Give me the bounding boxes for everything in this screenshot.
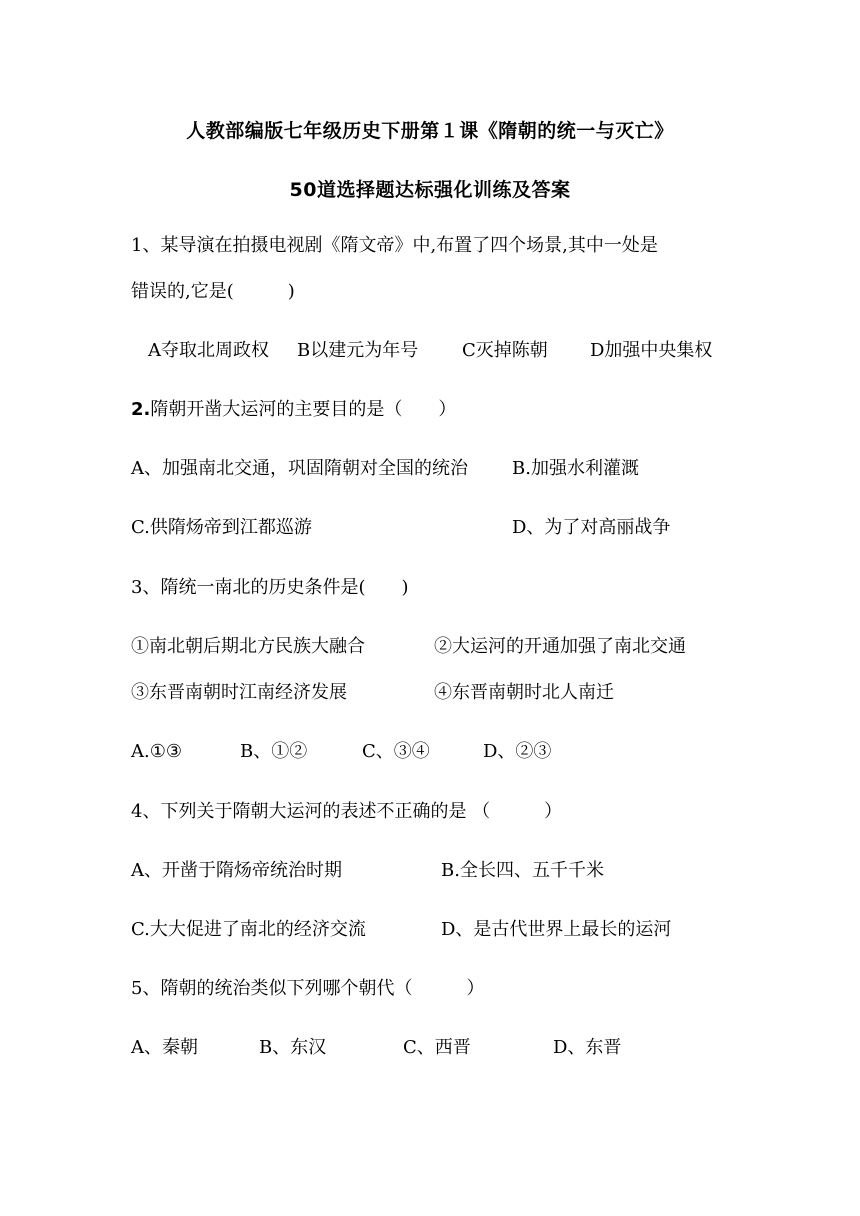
question-1-option-b: B以建元为年号 [297,340,419,361]
question-2-number: 2. [131,399,151,420]
question-3-option-a: A.①③ [131,741,182,762]
question-1-option-a: A夺取北周政权 [148,340,269,361]
question-4-stem: 4、下列关于隋朝大运河的表述不正确的是 （ ） [131,801,563,822]
question-5-option-c: C、西晋 [403,1037,471,1058]
document-subtitle: 50道选择题达标强化训练及答案 [289,179,571,201]
question-2-option-b: B.加强水利灌溉 [512,458,639,479]
question-3-statement-4: ④东晋南朝时北人南迁 [434,682,614,703]
question-3-option-b: B、①② [240,741,308,762]
question-4-option-b: B.全长四、五千千米 [441,860,604,881]
question-3-statement-3: ③东晋南朝时江南经济发展 [131,682,347,703]
question-4-option-d: D、是古代世界上最长的运河 [441,919,672,940]
question-3-option-d: D、②③ [483,741,552,762]
question-1-stem-line-1: 1、某导演在拍摄电视剧《隋文帝》中,布置了四个场景,其中一处是 [131,235,658,256]
question-5-option-a: A、秦朝 [131,1037,198,1058]
question-5-option-d: D、东晋 [553,1037,622,1058]
question-2-stem-line [131,398,456,422]
question-3-statement-1: ①南北朝后期北方民族大融合 [131,636,365,657]
document-title: 人教部编版七年级历史下册第１课《隋朝的统一与灭亡》 [186,120,674,142]
question-1-option-c: C灭掉陈朝 [462,340,548,361]
question-2-option-d: D、为了对高丽战争 [512,517,671,538]
question-2-stem: 隋朝开凿大运河的主要目的是（ ） [150,399,457,420]
question-5-stem: 5、隋朝的统治类似下列哪个朝代（ ） [131,978,485,999]
question-3-statement-2: ②大运河的开通加强了南北交通 [434,636,686,657]
question-1-option-d: D加强中央集权 [590,340,713,361]
question-2-option-c: C.供隋炀帝到江都巡游 [131,517,312,538]
question-3-stem: 3、隋统一南北的历史条件是( ) [131,577,409,598]
question-4-option-c: C.大大促进了南北的经济交流 [131,919,366,940]
question-1-stem-line-2: 错误的,它是( ) [131,281,295,302]
question-5-option-b: B、东汉 [259,1037,327,1058]
question-3-option-c: C、③④ [362,741,430,762]
question-2-option-a: A、加强南北交通，巩固隋朝对全国的统治 [131,458,468,479]
question-4-option-a: A、开凿于隋炀帝统治时期 [131,860,342,881]
